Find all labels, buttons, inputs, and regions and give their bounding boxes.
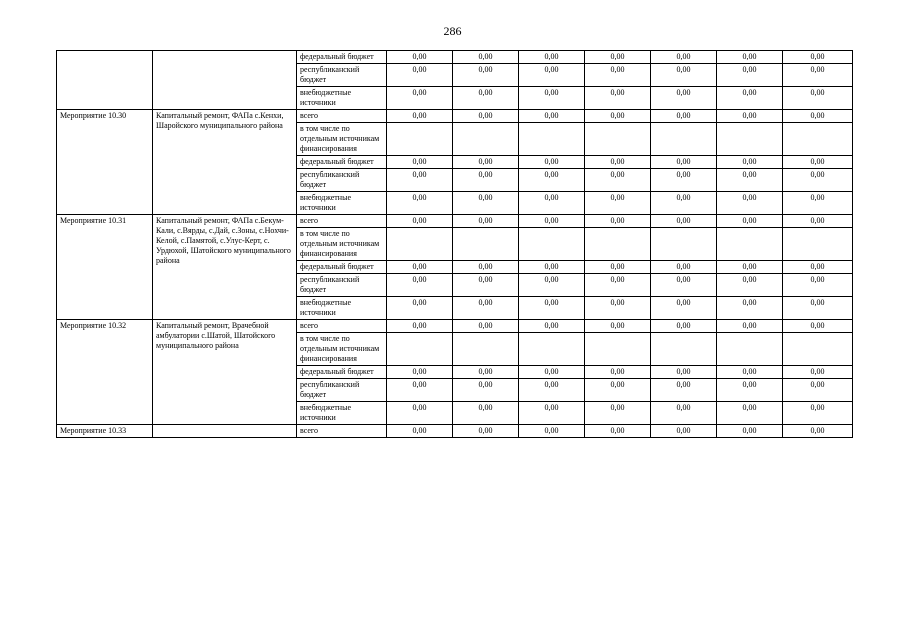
value-cell: 0,00 <box>387 402 453 425</box>
value-cell: 0,00 <box>453 274 519 297</box>
value-cell: 0,00 <box>783 425 853 438</box>
value-cell: 0,00 <box>651 366 717 379</box>
value-cell: 0,00 <box>783 320 853 333</box>
measure-name-cell <box>153 425 297 438</box>
value-cell <box>453 228 519 261</box>
funding-source-cell: всего <box>297 110 387 123</box>
value-cell: 0,00 <box>519 366 585 379</box>
value-cell: 0,00 <box>651 51 717 64</box>
value-cell <box>651 228 717 261</box>
value-cell: 0,00 <box>717 261 783 274</box>
funding-source-cell: внебюджетные источники <box>297 192 387 215</box>
value-cell: 0,00 <box>453 425 519 438</box>
value-cell: 0,00 <box>651 425 717 438</box>
value-cell <box>651 123 717 156</box>
funding-source-cell: всего <box>297 320 387 333</box>
value-cell: 0,00 <box>519 261 585 274</box>
measure-name-cell <box>153 51 297 110</box>
value-cell: 0,00 <box>651 379 717 402</box>
value-cell: 0,00 <box>387 169 453 192</box>
value-cell: 0,00 <box>453 169 519 192</box>
funding-source-cell: внебюджетные источники <box>297 87 387 110</box>
value-cell: 0,00 <box>453 366 519 379</box>
value-cell: 0,00 <box>519 215 585 228</box>
value-cell: 0,00 <box>651 156 717 169</box>
value-cell <box>651 333 717 366</box>
value-cell: 0,00 <box>519 110 585 123</box>
value-cell: 0,00 <box>717 110 783 123</box>
value-cell: 0,00 <box>783 51 853 64</box>
funding-source-cell: федеральный бюджет <box>297 51 387 64</box>
funding-source-cell: республиканский бюджет <box>297 379 387 402</box>
value-cell: 0,00 <box>717 156 783 169</box>
value-cell: 0,00 <box>453 110 519 123</box>
funding-source-cell: федеральный бюджет <box>297 366 387 379</box>
value-cell: 0,00 <box>783 110 853 123</box>
value-cell: 0,00 <box>717 192 783 215</box>
measure-code-cell: Мероприятие 10.30 <box>57 110 153 215</box>
measure-name-cell: Капитальный ремонт, Врачебной амбулатории с.Шатой, Шатойского муниципального района <box>153 320 297 425</box>
value-cell: 0,00 <box>519 320 585 333</box>
value-cell: 0,00 <box>783 274 853 297</box>
funding-source-cell: республиканский бюджет <box>297 274 387 297</box>
value-cell: 0,00 <box>651 297 717 320</box>
value-cell: 0,00 <box>651 192 717 215</box>
value-cell <box>783 123 853 156</box>
value-cell: 0,00 <box>585 192 651 215</box>
value-cell: 0,00 <box>387 320 453 333</box>
value-cell: 0,00 <box>519 297 585 320</box>
value-cell: 0,00 <box>585 320 651 333</box>
page-number: 286 <box>443 24 462 38</box>
value-cell: 0,00 <box>387 64 453 87</box>
value-cell: 0,00 <box>783 402 853 425</box>
value-cell <box>585 123 651 156</box>
value-cell: 0,00 <box>519 64 585 87</box>
funding-source-cell: внебюджетные источники <box>297 297 387 320</box>
funding-source-cell: республиканский бюджет <box>297 64 387 87</box>
funding-source-cell: республиканский бюджет <box>297 169 387 192</box>
measure-code-cell: Мероприятие 10.31 <box>57 215 153 320</box>
value-cell: 0,00 <box>585 274 651 297</box>
funding-source-cell: федеральный бюджет <box>297 156 387 169</box>
value-cell: 0,00 <box>453 215 519 228</box>
value-cell <box>717 123 783 156</box>
value-cell: 0,00 <box>453 379 519 402</box>
table-row <box>57 320 853 333</box>
value-cell: 0,00 <box>453 87 519 110</box>
value-cell: 0,00 <box>783 297 853 320</box>
value-cell: 0,00 <box>783 192 853 215</box>
value-cell: 0,00 <box>585 51 651 64</box>
value-cell: 0,00 <box>585 402 651 425</box>
funding-source-cell: в том числе по отдельным источникам финансирования <box>297 123 387 156</box>
funding-source-cell: в том числе по отдельным источникам финансирования <box>297 333 387 366</box>
value-cell: 0,00 <box>783 261 853 274</box>
value-cell: 0,00 <box>387 274 453 297</box>
value-cell: 0,00 <box>585 379 651 402</box>
value-cell <box>387 333 453 366</box>
value-cell: 0,00 <box>453 261 519 274</box>
value-cell: 0,00 <box>387 51 453 64</box>
value-cell: 0,00 <box>717 320 783 333</box>
value-cell <box>585 228 651 261</box>
value-cell: 0,00 <box>783 215 853 228</box>
value-cell: 0,00 <box>519 156 585 169</box>
value-cell: 0,00 <box>651 402 717 425</box>
value-cell: 0,00 <box>783 156 853 169</box>
value-cell: 0,00 <box>651 261 717 274</box>
value-cell: 0,00 <box>519 87 585 110</box>
value-cell: 0,00 <box>717 64 783 87</box>
value-cell: 0,00 <box>387 297 453 320</box>
value-cell: 0,00 <box>453 51 519 64</box>
measure-name-cell: Капитальный ремонт, ФАПа с.Кенхи, Шаройского муниципального района <box>153 110 297 215</box>
budget-table-body <box>57 51 853 438</box>
value-cell: 0,00 <box>717 215 783 228</box>
value-cell: 0,00 <box>453 297 519 320</box>
value-cell: 0,00 <box>585 425 651 438</box>
value-cell: 0,00 <box>651 64 717 87</box>
value-cell: 0,00 <box>387 215 453 228</box>
table-row <box>57 425 853 438</box>
value-cell: 0,00 <box>519 402 585 425</box>
value-cell <box>387 123 453 156</box>
value-cell: 0,00 <box>717 425 783 438</box>
funding-source-cell: всего <box>297 425 387 438</box>
value-cell <box>519 123 585 156</box>
value-cell: 0,00 <box>651 87 717 110</box>
measure-code-cell: Мероприятие 10.33 <box>57 425 153 438</box>
value-cell: 0,00 <box>585 110 651 123</box>
value-cell <box>387 228 453 261</box>
value-cell: 0,00 <box>717 402 783 425</box>
value-cell <box>453 123 519 156</box>
value-cell: 0,00 <box>717 379 783 402</box>
value-cell: 0,00 <box>519 425 585 438</box>
table-row <box>57 215 853 228</box>
value-cell: 0,00 <box>651 274 717 297</box>
measure-name-cell: Капитальный ремонт, ФАПа с.Бекум-Кали, с.Вярды, с.Дай, с.Зоны, с.Нохчи-Келой, с.Памятой, с.Улус-Керт, с. Урдюхой, Шатойского муниципального района <box>153 215 297 320</box>
value-cell: 0,00 <box>453 320 519 333</box>
value-cell <box>717 333 783 366</box>
value-cell: 0,00 <box>585 169 651 192</box>
value-cell: 0,00 <box>585 64 651 87</box>
value-cell <box>783 333 853 366</box>
value-cell: 0,00 <box>783 64 853 87</box>
value-cell: 0,00 <box>387 110 453 123</box>
table-row <box>57 51 853 64</box>
funding-source-cell: в том числе по отдельным источникам финансирования <box>297 228 387 261</box>
value-cell: 0,00 <box>717 87 783 110</box>
value-cell: 0,00 <box>519 192 585 215</box>
value-cell: 0,00 <box>585 215 651 228</box>
value-cell <box>519 228 585 261</box>
value-cell: 0,00 <box>519 379 585 402</box>
value-cell: 0,00 <box>783 366 853 379</box>
value-cell <box>453 333 519 366</box>
value-cell: 0,00 <box>387 425 453 438</box>
value-cell: 0,00 <box>651 215 717 228</box>
value-cell: 0,00 <box>717 169 783 192</box>
value-cell: 0,00 <box>717 366 783 379</box>
value-cell: 0,00 <box>585 156 651 169</box>
value-cell: 0,00 <box>585 366 651 379</box>
value-cell: 0,00 <box>519 274 585 297</box>
value-cell <box>519 333 585 366</box>
value-cell: 0,00 <box>453 156 519 169</box>
value-cell: 0,00 <box>717 274 783 297</box>
value-cell: 0,00 <box>453 402 519 425</box>
budget-table <box>56 50 853 438</box>
value-cell: 0,00 <box>387 379 453 402</box>
value-cell: 0,00 <box>717 51 783 64</box>
value-cell: 0,00 <box>387 261 453 274</box>
value-cell: 0,00 <box>453 64 519 87</box>
value-cell: 0,00 <box>651 169 717 192</box>
value-cell: 0,00 <box>783 169 853 192</box>
value-cell: 0,00 <box>453 192 519 215</box>
value-cell: 0,00 <box>585 261 651 274</box>
value-cell: 0,00 <box>585 297 651 320</box>
value-cell: 0,00 <box>387 87 453 110</box>
value-cell <box>717 228 783 261</box>
value-cell: 0,00 <box>387 156 453 169</box>
value-cell: 0,00 <box>387 192 453 215</box>
funding-source-cell: федеральный бюджет <box>297 261 387 274</box>
value-cell: 0,00 <box>783 87 853 110</box>
value-cell: 0,00 <box>519 169 585 192</box>
value-cell: 0,00 <box>519 51 585 64</box>
value-cell: 0,00 <box>783 379 853 402</box>
value-cell: 0,00 <box>585 87 651 110</box>
value-cell: 0,00 <box>387 366 453 379</box>
value-cell: 0,00 <box>717 297 783 320</box>
value-cell: 0,00 <box>651 110 717 123</box>
funding-source-cell: внебюджетные источники <box>297 402 387 425</box>
value-cell <box>783 228 853 261</box>
table-row <box>57 110 853 123</box>
value-cell <box>585 333 651 366</box>
funding-source-cell: всего <box>297 215 387 228</box>
value-cell: 0,00 <box>651 320 717 333</box>
measure-code-cell: Мероприятие 10.32 <box>57 320 153 425</box>
measure-code-cell <box>57 51 153 110</box>
